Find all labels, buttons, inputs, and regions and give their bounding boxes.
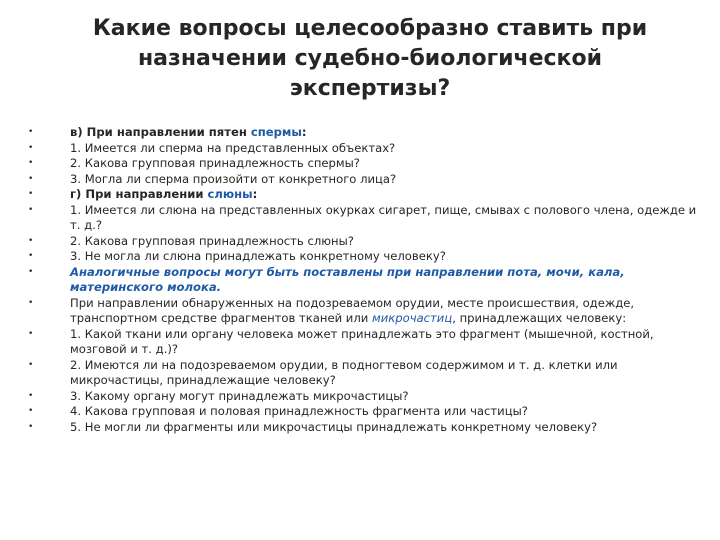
- bullet-icon: •: [28, 142, 34, 153]
- list-item-text: Аналогичные вопросы могут быть поставлены при направлении пота, мочи, кала, материнского молока.: [70, 264, 625, 294]
- list-item: [28, 141, 710, 157]
- bullet-icon: •: [28, 390, 34, 401]
- list-item: [28, 234, 710, 250]
- bullet-icon: •: [28, 173, 34, 184]
- bullet-icon: •: [28, 266, 34, 277]
- list-item: [28, 156, 710, 172]
- bullet-icon: •: [28, 158, 34, 168]
- list-item: [28, 249, 710, 265]
- list-item: [28, 296, 710, 327]
- list-item-text: 1. Имеется ли слюна на представленных окурках сигарет, пище, смывах с полового члена, одежде и т. д.?: [70, 202, 697, 232]
- list-item-text: в) При направлении пятен спермы:: [70, 125, 307, 139]
- list-item-text: 3. Не могла ли слюна принадлежать конкретному человеку?: [70, 249, 446, 263]
- bullet-icon: •: [28, 251, 34, 261]
- title-line-3: экспертизы?: [289, 76, 451, 101]
- list-item: [28, 358, 710, 389]
- title-line-1: Какие вопросы целесообразно ставить при: [92, 16, 648, 41]
- bullet-icon: •: [28, 359, 34, 370]
- list-item-text: 5. Не могли ли фрагменты или микрочастицы принадлежать конкретному человеку?: [70, 419, 598, 434]
- bullet-icon: •: [28, 297, 34, 308]
- list-item: [28, 125, 710, 141]
- bullet-list: [28, 125, 710, 435]
- list-item-text: 4. Какова групповая и половая принадлежность фрагмента или частицы?: [70, 404, 528, 418]
- slide-title: [40, 14, 700, 104]
- list-item-text: 2. Какова групповая принадлежность спермы?: [70, 156, 360, 170]
- bullet-icon: •: [28, 406, 34, 416]
- list-item-text: 2. Какова групповая принадлежность слюны?: [70, 233, 354, 248]
- list-item: [28, 203, 710, 234]
- list-item-text: 2. Имеются ли на подозреваемом орудии, в подногтевом содержимом и т. д. клетки или микрочастицы, принадлежащие человеку?: [70, 357, 618, 387]
- bullet-icon: •: [28, 127, 34, 137]
- bullet-icon: •: [28, 235, 34, 246]
- list-item-text: При направлении обнаруженных на подозреваемом орудии, месте происшествия, одежде, транспортном средстве фрагментов тканей или микрочастиц, принадлежащих человеку:: [70, 295, 635, 325]
- bullet-icon: •: [28, 328, 34, 339]
- list-item: [28, 389, 710, 405]
- list-item-text: 3. Могла ли сперма произойти от конкретного лица?: [70, 171, 397, 186]
- list-item-text: 3. Какому органу могут принадлежать микрочастицы?: [70, 388, 409, 403]
- list-item: [28, 327, 710, 358]
- bullet-icon: •: [28, 204, 34, 215]
- list-item-text: 1. Имеется ли сперма на представленных объектах?: [70, 140, 396, 155]
- list-item-text: г) При направлении слюны:: [70, 187, 258, 201]
- bullet-icon: •: [28, 189, 34, 199]
- list-item: [28, 265, 710, 296]
- list-item: [28, 420, 710, 436]
- bullet-icon: •: [28, 421, 34, 432]
- list-item: [28, 404, 710, 420]
- list-item: [28, 172, 710, 188]
- title-line-2: назначении судебно-биологической: [137, 46, 603, 71]
- list-item: [28, 187, 710, 203]
- list-item-text: 1. Какой ткани или органу человека может принадлежать это фрагмент (мышечной, костной, мозговой и т. д.)?: [70, 326, 654, 356]
